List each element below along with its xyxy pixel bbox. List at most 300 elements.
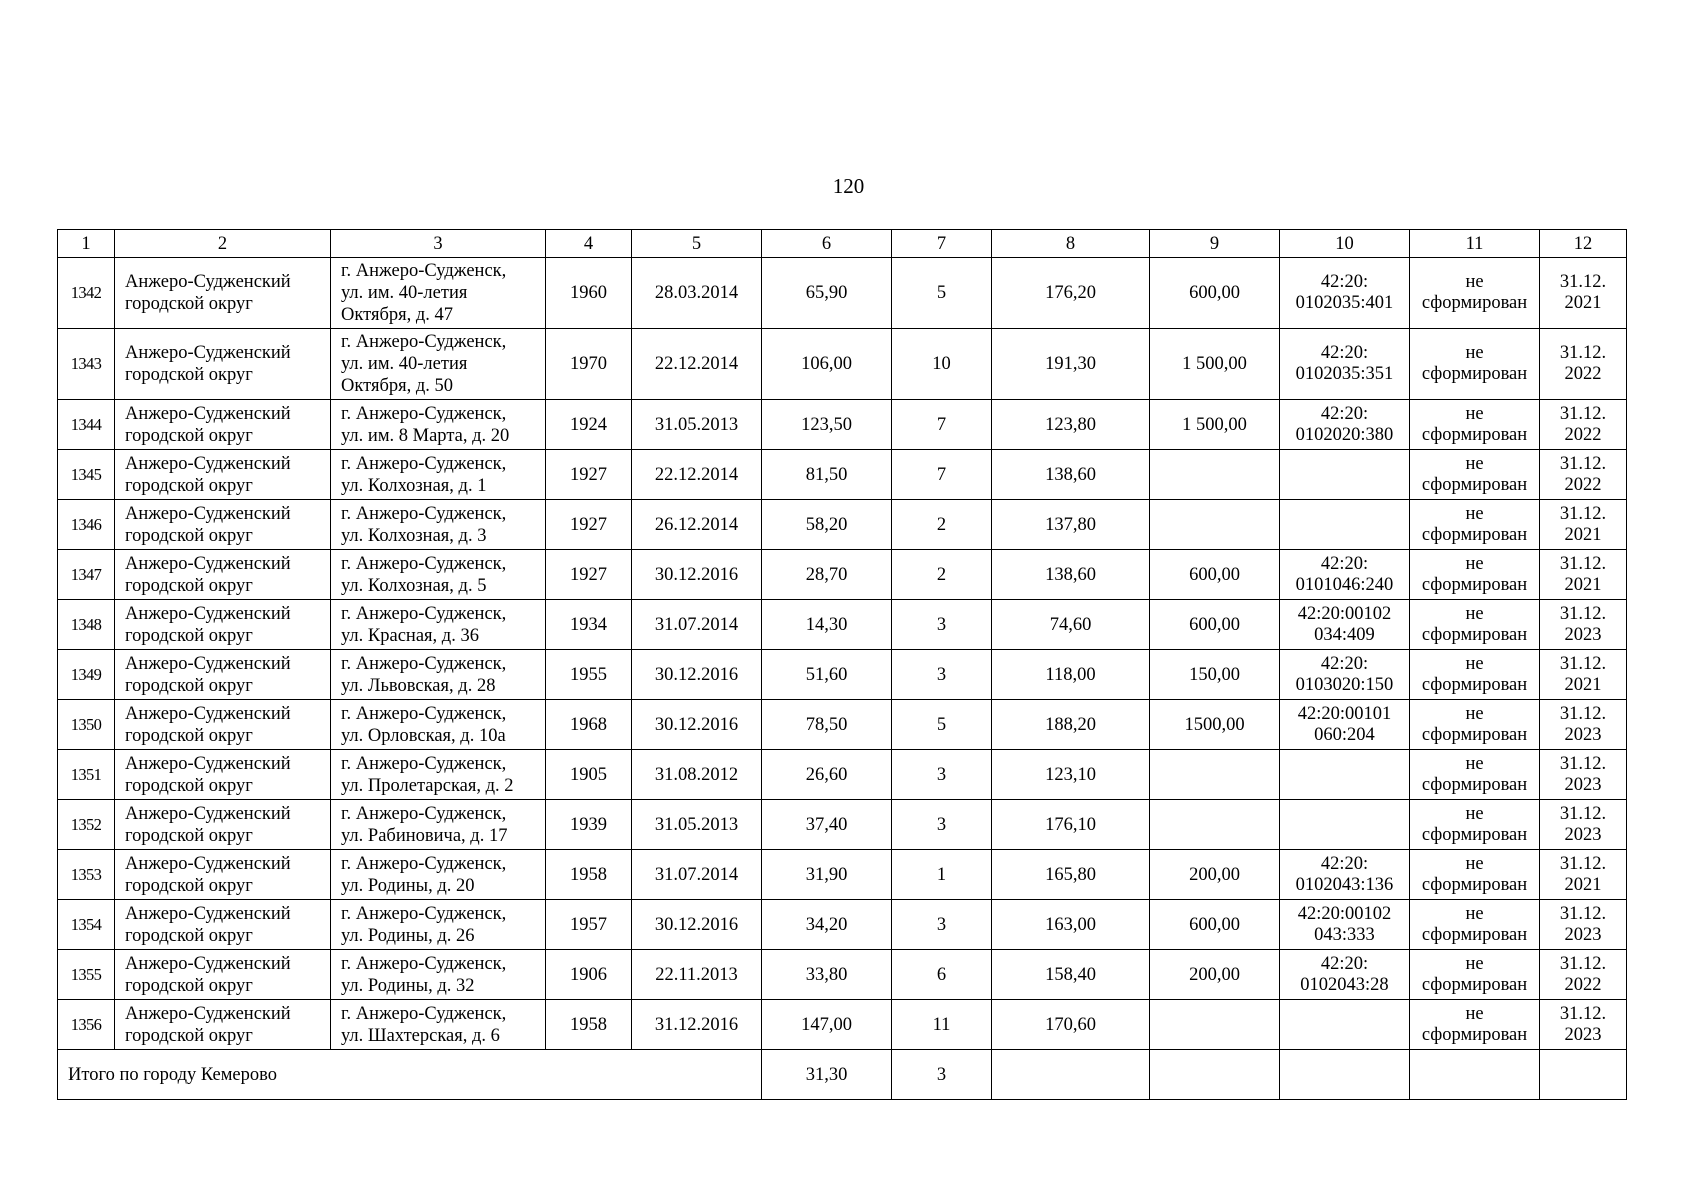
address-cell-line: ул. Шахтерская, д. 6 [341,1025,500,1046]
col6-cell: 58,20 [762,500,892,550]
total-empty-cell [1150,1050,1280,1100]
col7-cell: 5 [892,700,992,750]
column-header: 7 [892,230,992,258]
col9-cell [1150,500,1280,550]
municipality-cell-line: городской округ [125,475,253,496]
table-row [58,900,1627,950]
cadastral-cell [1280,850,1410,900]
total-empty-cell [992,1050,1150,1100]
due-date-cell [1540,650,1627,700]
cadastral-cell-line: 0102035:401 [1295,293,1394,313]
total-empty-cell [1410,1050,1540,1100]
date-cell: 22.12.2014 [632,450,762,500]
due-date-cell-line: 2022 [1564,974,1602,995]
address-cell-line: г. Анжеро-Судженск, [341,553,507,574]
due-date-cell [1540,450,1627,500]
col9-cell: 1 500,00 [1150,329,1280,400]
municipality-cell-line: городской округ [125,825,253,846]
col7-cell: 7 [892,450,992,500]
cadastral-cell-line: 42:20:00101 [1297,703,1392,724]
due-date-cell [1540,750,1627,800]
municipality-cell-line: городской округ [125,294,253,314]
col7-cell: 2 [892,500,992,550]
col9-cell [1150,750,1280,800]
year-cell: 1905 [546,750,632,800]
due-date-cell-line: 2022 [1564,474,1602,495]
column-header: 4 [546,230,632,258]
address-cell [331,600,546,650]
due-date-cell-line: 31.12. [1559,503,1607,524]
address-cell [331,1000,546,1050]
due-date-cell-line: 31.12. [1559,453,1607,474]
due-date-cell-line: 2023 [1564,774,1602,795]
municipality-cell-line: городской округ [125,775,253,796]
municipality-cell [115,500,331,550]
row-number: 1344 [58,400,115,450]
address-cell [331,800,546,850]
due-date-cell-line: 31.12. [1559,272,1607,292]
address-cell-line: г. Анжеро-Судженск, [341,753,507,774]
due-date-cell-line: 2021 [1564,674,1602,695]
col8-cell: 176,20 [992,258,1150,329]
row-number: 1342 [58,258,115,329]
table-row [58,258,1627,329]
address-cell [331,650,546,700]
address-cell [331,900,546,950]
due-date-cell-line: 31.12. [1559,803,1607,824]
address-cell [331,450,546,500]
address-cell [331,258,546,329]
year-cell: 1957 [546,900,632,950]
due-date-cell-line: 2021 [1564,874,1602,895]
col8-cell: 163,00 [992,900,1150,950]
col6-cell: 147,00 [762,1000,892,1050]
status-cell [1410,450,1540,500]
col6-cell: 78,50 [762,700,892,750]
address-cell-line: ул. им. 40-летия [341,283,468,303]
cadastral-cell-line: 42:20: [1320,953,1369,974]
status-cell [1410,600,1540,650]
col6-cell: 51,60 [762,650,892,700]
address-cell-line: ул. Колхозная, д. 3 [341,525,487,546]
due-date-cell-line: 31.12. [1559,703,1607,724]
status-cell-line: сформирован [1421,1024,1528,1045]
date-cell: 30.12.2016 [632,700,762,750]
due-date-cell [1540,900,1627,950]
status-cell-line: не [1465,803,1484,824]
status-cell-line: не [1465,1003,1484,1024]
table-row [58,550,1627,600]
status-cell [1410,750,1540,800]
address-cell-line: Октября, д. 47 [341,305,454,325]
status-cell-line: сформирован [1421,574,1528,595]
table-row [58,329,1627,400]
column-header: 12 [1540,230,1627,258]
due-date-cell-line: 31.12. [1559,653,1607,674]
status-cell-line: сформирован [1421,364,1528,384]
table-row [58,400,1627,450]
cadastral-cell [1280,800,1410,850]
status-cell-line: не [1465,553,1484,574]
cadastral-cell [1280,900,1410,950]
address-cell-line: ул. Львовская, д. 28 [341,675,496,696]
municipality-cell-line: Анжеро-Судженский [125,272,291,292]
column-header: 6 [762,230,892,258]
column-header: 2 [115,230,331,258]
status-cell-line: не [1465,703,1484,724]
col9-cell: 150,00 [1150,650,1280,700]
col9-cell: 600,00 [1150,258,1280,329]
address-cell-line: ул. Рабиновича, д. 17 [341,825,508,846]
due-date-cell [1540,1000,1627,1050]
cadastral-cell-line: 42:20:00102 [1297,603,1392,624]
col9-cell: 1 500,00 [1150,400,1280,450]
due-date-cell-line: 2023 [1564,824,1602,845]
cadastral-cell-line: 0102043:28 [1300,974,1389,995]
total-label: Итого по городу Кемерово [58,1050,762,1100]
status-cell [1410,650,1540,700]
table-row [58,800,1627,850]
address-cell-line: ул. Колхозная, д. 5 [341,575,487,596]
total-col7: 3 [892,1050,992,1100]
municipality-cell-line: Анжеро-Судженский [125,553,291,574]
total-empty-cell [1540,1050,1627,1100]
due-date-cell [1540,800,1627,850]
column-header: 9 [1150,230,1280,258]
municipality-cell [115,600,331,650]
status-cell [1410,400,1540,450]
address-cell-line: ул. Колхозная, д. 1 [341,475,487,496]
year-cell: 1968 [546,700,632,750]
col8-cell: 118,00 [992,650,1150,700]
col8-cell: 123,10 [992,750,1150,800]
col6-cell: 31,90 [762,850,892,900]
cadastral-cell-line: 034:409 [1314,624,1375,645]
row-number: 1345 [58,450,115,500]
column-header: 11 [1410,230,1540,258]
date-cell: 30.12.2016 [632,650,762,700]
total-row [58,1050,1627,1100]
year-cell: 1955 [546,650,632,700]
total-col6: 31,30 [762,1050,892,1100]
table-row [58,500,1627,550]
municipality-cell [115,750,331,800]
municipality-cell [115,1000,331,1050]
cadastral-cell [1280,650,1410,700]
column-header: 5 [632,230,762,258]
address-cell [331,950,546,1000]
col6-cell: 28,70 [762,550,892,600]
column-header: 3 [331,230,546,258]
status-cell-line: сформирован [1421,293,1528,313]
date-cell: 30.12.2016 [632,900,762,950]
status-cell-line: сформирован [1421,924,1528,945]
status-cell-line: сформирован [1421,674,1528,695]
municipality-cell-line: городской округ [125,925,253,946]
address-cell-line: г. Анжеро-Судженск, [341,503,507,524]
date-cell: 31.05.2013 [632,400,762,450]
col8-cell: 170,60 [992,1000,1150,1050]
address-cell-line: ул. Орловская, д. 10а [341,725,506,746]
column-header: 10 [1280,230,1410,258]
date-cell: 30.12.2016 [632,550,762,600]
cadastral-cell [1280,550,1410,600]
col8-cell: 188,20 [992,700,1150,750]
year-cell: 1924 [546,400,632,450]
municipality-cell-line: городской округ [125,525,253,546]
cadastral-cell-line: 42:20: [1320,553,1369,574]
status-cell-line: не [1465,453,1484,474]
status-cell-line: сформирован [1421,874,1528,895]
cadastral-cell [1280,750,1410,800]
status-cell-line: не [1465,272,1484,292]
municipality-cell-line: городской округ [125,675,253,696]
col8-cell: 191,30 [992,329,1150,400]
col7-cell: 3 [892,600,992,650]
due-date-cell-line: 31.12. [1559,553,1607,574]
municipality-cell [115,450,331,500]
due-date-cell [1540,258,1627,329]
due-date-cell-line: 2021 [1564,574,1602,595]
table-row [58,1000,1627,1050]
due-date-cell-line: 31.12. [1559,753,1607,774]
col8-cell: 158,40 [992,950,1150,1000]
status-cell-line: сформирован [1421,524,1528,545]
registry-table [57,229,1627,1100]
address-cell-line: ул. Родины, д. 26 [341,925,475,946]
municipality-cell-line: Анжеро-Судженский [125,703,291,724]
col8-cell: 123,80 [992,400,1150,450]
address-cell [331,700,546,750]
col9-cell [1150,800,1280,850]
total-empty-cell [1280,1050,1410,1100]
address-cell [331,750,546,800]
cadastral-cell [1280,258,1410,329]
municipality-cell-line: Анжеро-Судженский [125,853,291,874]
municipality-cell [115,800,331,850]
status-cell-line: сформирован [1421,424,1528,445]
col6-cell: 106,00 [762,329,892,400]
col6-cell: 33,80 [762,950,892,1000]
status-cell-line: сформирован [1421,624,1528,645]
cadastral-cell-line: 42:20: [1320,653,1369,674]
cadastral-cell-line: 0101046:240 [1295,574,1394,595]
col6-cell: 123,50 [762,400,892,450]
status-cell-line: не [1465,853,1484,874]
status-cell-line: сформирован [1421,824,1528,845]
address-cell-line: г. Анжеро-Судженск, [341,453,507,474]
status-cell-line: сформирован [1421,474,1528,495]
cadastral-cell [1280,600,1410,650]
due-date-cell [1540,550,1627,600]
municipality-cell-line: Анжеро-Судженский [125,503,291,524]
due-date-cell-line: 31.12. [1559,603,1607,624]
col9-cell [1150,1000,1280,1050]
cadastral-cell [1280,400,1410,450]
municipality-cell-line: городской округ [125,1025,253,1046]
table-row [58,700,1627,750]
address-cell-line: г. Анжеро-Судженск, [341,1003,507,1024]
cadastral-cell-line: 060:204 [1314,724,1375,745]
municipality-cell-line: городской округ [125,365,253,385]
col6-cell: 34,20 [762,900,892,950]
year-cell: 1934 [546,600,632,650]
status-cell-line: не [1465,603,1484,624]
cadastral-cell-line: 42:20: [1320,272,1369,292]
address-cell-line: ул. Родины, д. 32 [341,975,475,996]
municipality-cell [115,258,331,329]
address-cell-line: г. Анжеро-Судженск, [341,653,507,674]
municipality-cell [115,329,331,400]
year-cell: 1927 [546,450,632,500]
col8-cell: 74,60 [992,600,1150,650]
header-row [58,230,1627,258]
table-row [58,650,1627,700]
status-cell-line: не [1465,503,1484,524]
status-cell [1410,850,1540,900]
date-cell: 31.07.2014 [632,850,762,900]
address-cell-line: ул. Пролетарская, д. 2 [341,775,514,796]
row-number: 1356 [58,1000,115,1050]
year-cell: 1958 [546,1000,632,1050]
due-date-cell [1540,950,1627,1000]
col8-cell: 137,80 [992,500,1150,550]
col8-cell: 138,60 [992,450,1150,500]
row-number: 1355 [58,950,115,1000]
cadastral-cell-line: 043:333 [1314,924,1375,945]
row-number: 1343 [58,329,115,400]
status-cell [1410,800,1540,850]
status-cell-line: сформирован [1421,974,1528,995]
cadastral-cell-line: 42:20: [1320,403,1369,424]
status-cell-line: сформирован [1421,724,1528,745]
date-cell: 31.07.2014 [632,600,762,650]
col6-cell: 65,90 [762,258,892,329]
status-cell-line: сформирован [1421,774,1528,795]
col9-cell: 600,00 [1150,600,1280,650]
row-number: 1349 [58,650,115,700]
date-cell: 26.12.2014 [632,500,762,550]
col7-cell: 2 [892,550,992,600]
municipality-cell [115,550,331,600]
cadastral-cell [1280,450,1410,500]
status-cell [1410,550,1540,600]
municipality-cell [115,900,331,950]
municipality-cell [115,400,331,450]
table-row [58,750,1627,800]
due-date-cell-line: 31.12. [1559,403,1607,424]
cadastral-cell-line: 42:20: [1320,853,1369,874]
cadastral-cell [1280,700,1410,750]
status-cell-line: не [1465,903,1484,924]
col9-cell: 600,00 [1150,900,1280,950]
municipality-cell [115,700,331,750]
due-date-cell [1540,329,1627,400]
municipality-cell-line: городской округ [125,625,253,646]
due-date-cell [1540,500,1627,550]
address-cell-line: г. Анжеро-Судженск, [341,953,507,974]
due-date-cell-line: 31.12. [1559,853,1607,874]
col7-cell: 1 [892,850,992,900]
col7-cell: 6 [892,950,992,1000]
address-cell-line: ул. им. 8 Марта, д. 20 [341,425,510,446]
due-date-cell-line: 31.12. [1559,903,1607,924]
cadastral-cell [1280,500,1410,550]
row-number: 1354 [58,900,115,950]
municipality-cell-line: Анжеро-Судженский [125,343,291,363]
municipality-cell-line: городской округ [125,725,253,746]
table-row [58,850,1627,900]
status-cell [1410,900,1540,950]
col7-cell: 3 [892,650,992,700]
cadastral-cell [1280,329,1410,400]
address-cell-line: г. Анжеро-Судженск, [341,603,507,624]
cadastral-cell-line: 0102035:351 [1295,364,1394,384]
due-date-cell-line: 2023 [1564,624,1602,645]
due-date-cell-line: 2023 [1564,724,1602,745]
address-cell-line: г. Анжеро-Судженск, [341,332,507,352]
col6-cell: 81,50 [762,450,892,500]
status-cell-line: не [1465,403,1484,424]
municipality-cell [115,850,331,900]
address-cell [331,329,546,400]
municipality-cell-line: Анжеро-Судженский [125,403,291,424]
column-header: 8 [992,230,1150,258]
address-cell [331,550,546,600]
col7-cell: 5 [892,258,992,329]
cadastral-cell-line: 42:20:00102 [1297,903,1392,924]
row-number: 1351 [58,750,115,800]
address-cell-line: г. Анжеро-Судженск, [341,403,507,424]
row-number: 1352 [58,800,115,850]
row-number: 1348 [58,600,115,650]
status-cell [1410,700,1540,750]
address-cell [331,500,546,550]
col9-cell: 200,00 [1150,950,1280,1000]
col6-cell: 26,60 [762,750,892,800]
table-row [58,950,1627,1000]
row-number: 1350 [58,700,115,750]
date-cell: 31.05.2013 [632,800,762,850]
due-date-cell-line: 2021 [1564,524,1602,545]
status-cell-line: не [1465,753,1484,774]
municipality-cell-line: городской округ [125,575,253,596]
status-cell-line: не [1465,343,1484,363]
page-number: 120 [832,174,865,198]
status-cell-line: не [1465,653,1484,674]
address-cell-line: г. Анжеро-Судженск, [341,853,507,874]
col7-cell: 11 [892,1000,992,1050]
due-date-cell-line: 2023 [1564,924,1602,945]
municipality-cell-line: Анжеро-Судженский [125,453,291,474]
municipality-cell-line: Анжеро-Судженский [125,1003,291,1024]
address-cell-line: г. Анжеро-Судженск, [341,803,507,824]
col9-cell: 200,00 [1150,850,1280,900]
row-number: 1353 [58,850,115,900]
due-date-cell [1540,850,1627,900]
municipality-cell-line: городской округ [125,975,253,996]
due-date-cell-line: 31.12. [1559,1003,1607,1024]
cadastral-cell-line: 42:20: [1320,343,1369,363]
col6-cell: 37,40 [762,800,892,850]
cadastral-cell [1280,1000,1410,1050]
due-date-cell-line: 2021 [1564,293,1602,313]
col7-cell: 7 [892,400,992,450]
cadastral-cell [1280,950,1410,1000]
municipality-cell-line: Анжеро-Судженский [125,603,291,624]
date-cell: 22.12.2014 [632,329,762,400]
col8-cell: 165,80 [992,850,1150,900]
